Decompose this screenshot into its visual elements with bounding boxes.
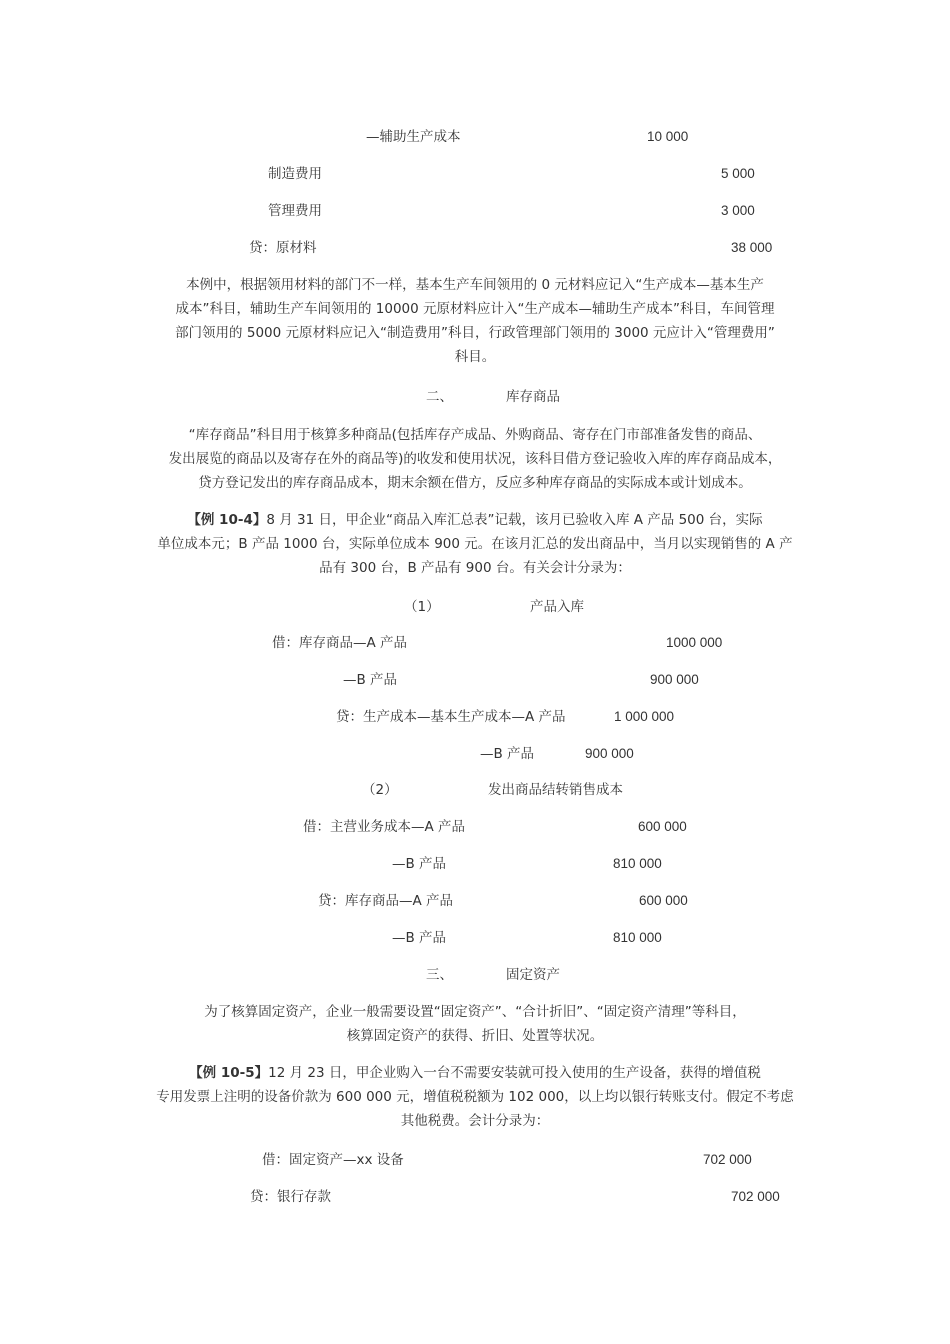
entry-line-label: 制造费用 bbox=[268, 166, 322, 182]
paragraph-line: 成本”科目，辅助生产车间领用的 10000 元原材料应计入“生产成本—辅助生产成本”科目，车间管理 bbox=[175, 301, 775, 317]
entry-line-amount: 810 000 bbox=[613, 930, 662, 945]
paragraph-line: 科目。 bbox=[454, 349, 496, 365]
section-title: 库存商品 bbox=[506, 389, 560, 405]
example-text: 12 月 23 日，甲企业购入一台不需要安装就可投入使用的生产设备，获得的增值税 bbox=[268, 1065, 761, 1081]
entry-line-label: —B 产品 bbox=[480, 746, 535, 762]
entry-line-amount: 1 000 000 bbox=[614, 709, 675, 724]
entry-line-label: —辅助生产成本 bbox=[366, 129, 461, 145]
paragraph-line: 本例中，根据领用材料的部门不一样，基本生产车间领用的 0 元材料应记入“生产成本—基本生产 bbox=[186, 277, 764, 293]
subsection-number: （1） bbox=[404, 599, 440, 615]
paragraph-line: 核算固定资产的获得、折旧、处置等状况。 bbox=[346, 1028, 604, 1044]
entry-line-label: —B 产品 bbox=[392, 930, 447, 946]
paragraph-line: 品有 300 台，B 产品有 900 台。有关会计分录为： bbox=[319, 560, 631, 576]
entry-line-amount: 702 000 bbox=[703, 1152, 752, 1167]
example-tag: 【例 10-5】 bbox=[189, 1065, 269, 1081]
example-tag: 【例 10-4】 bbox=[187, 512, 267, 528]
entry-line-label: 贷：原材料 bbox=[249, 240, 317, 256]
paragraph-line: 专用发票上注明的设备价款为 600 000 元，增值税税额为 102 000，以上均以银行转账支付。假定不考虑 bbox=[156, 1089, 794, 1105]
paragraph-fixed-assets bbox=[140, 1000, 810, 1048]
subsection-number: （2） bbox=[362, 782, 398, 798]
entry-line-label: —B 产品 bbox=[392, 856, 447, 872]
entry-line-label: 借：固定资产—xx 设备 bbox=[262, 1152, 404, 1168]
entry-line-amount: 702 000 bbox=[731, 1189, 780, 1204]
entry-line-label: 贷：库存商品—A 产品 bbox=[318, 893, 454, 909]
section-number: 三、 bbox=[426, 967, 453, 983]
paragraph-line bbox=[140, 508, 810, 532]
entry-line-label: 管理费用 bbox=[268, 203, 322, 219]
paragraph-explanation bbox=[140, 273, 810, 369]
paragraph-line: 发出展览的商品以及寄存在外的商品等)的收发和使用状况，该科目借方登记验收入库的库存商品成本， bbox=[168, 451, 782, 467]
paragraph-line bbox=[140, 1061, 810, 1085]
entry-line-amount: 5 000 bbox=[721, 166, 755, 181]
entry-line-amount: 600 000 bbox=[638, 819, 687, 834]
paragraph-line: “库存商品”科目用于核算多种商品(包括库存产成品、外购商品、寄存在门市部准备发售的商品、 bbox=[188, 427, 762, 443]
entry-line-amount: 10 000 bbox=[647, 129, 689, 144]
paragraph-line: 为了核算固定资产，企业一般需要设置“固定资产”、“合计折旧”、“固定资产清理”等科目， bbox=[204, 1004, 746, 1020]
entry-line-amount: 1000 000 bbox=[666, 635, 723, 650]
paragraph-line: 贷方登记发出的库存商品成本，期末余额在借方，反应多种库存商品的实际成本或计划成本。 bbox=[198, 475, 752, 491]
entry-line-amount: 900 000 bbox=[585, 746, 634, 761]
entry-line-label: —B 产品 bbox=[343, 672, 398, 688]
entry-line-amount: 810 000 bbox=[613, 856, 662, 871]
entry-line-amount: 3 000 bbox=[721, 203, 755, 218]
entry-line-label: 借：库存商品—A 产品 bbox=[272, 635, 408, 651]
section-number: 二、 bbox=[426, 389, 453, 405]
entry-line-label: 贷：银行存款 bbox=[250, 1189, 331, 1205]
paragraph-line: 其他税费。会计分录为： bbox=[400, 1113, 550, 1129]
example-10-5 bbox=[140, 1061, 810, 1133]
paragraph-line: 部门领用的 5000 元原材料应记入“制造费用”科目，行政管理部门领用的 3000 元应计入“管理费用” bbox=[175, 325, 775, 341]
paragraph-line: 单位成本元；B 产品 1000 台，实际单位成本 900 元。在该月汇总的发出商品中，当月以实现销售的 A 产 bbox=[157, 536, 793, 552]
paragraph-inventory bbox=[140, 423, 810, 495]
example-text: 8 月 31 日，甲企业“商品入库汇总表”记载，该月已验收入库 A 产品 500 台，实际 bbox=[266, 512, 763, 528]
section-title: 固定资产 bbox=[506, 967, 560, 983]
subsection-title: 产品入库 bbox=[530, 599, 584, 615]
entry-line-amount: 900 000 bbox=[650, 672, 699, 687]
subsection-title: 发出商品结转销售成本 bbox=[488, 782, 623, 798]
entry-line-label: 借：主营业务成本—A 产品 bbox=[303, 819, 466, 835]
entry-line-amount: 38 000 bbox=[731, 240, 773, 255]
entry-line-label: 贷：生产成本—基本生产成本—A 产品 bbox=[336, 709, 566, 725]
example-10-4 bbox=[140, 508, 810, 580]
entry-line-amount: 600 000 bbox=[639, 893, 688, 908]
